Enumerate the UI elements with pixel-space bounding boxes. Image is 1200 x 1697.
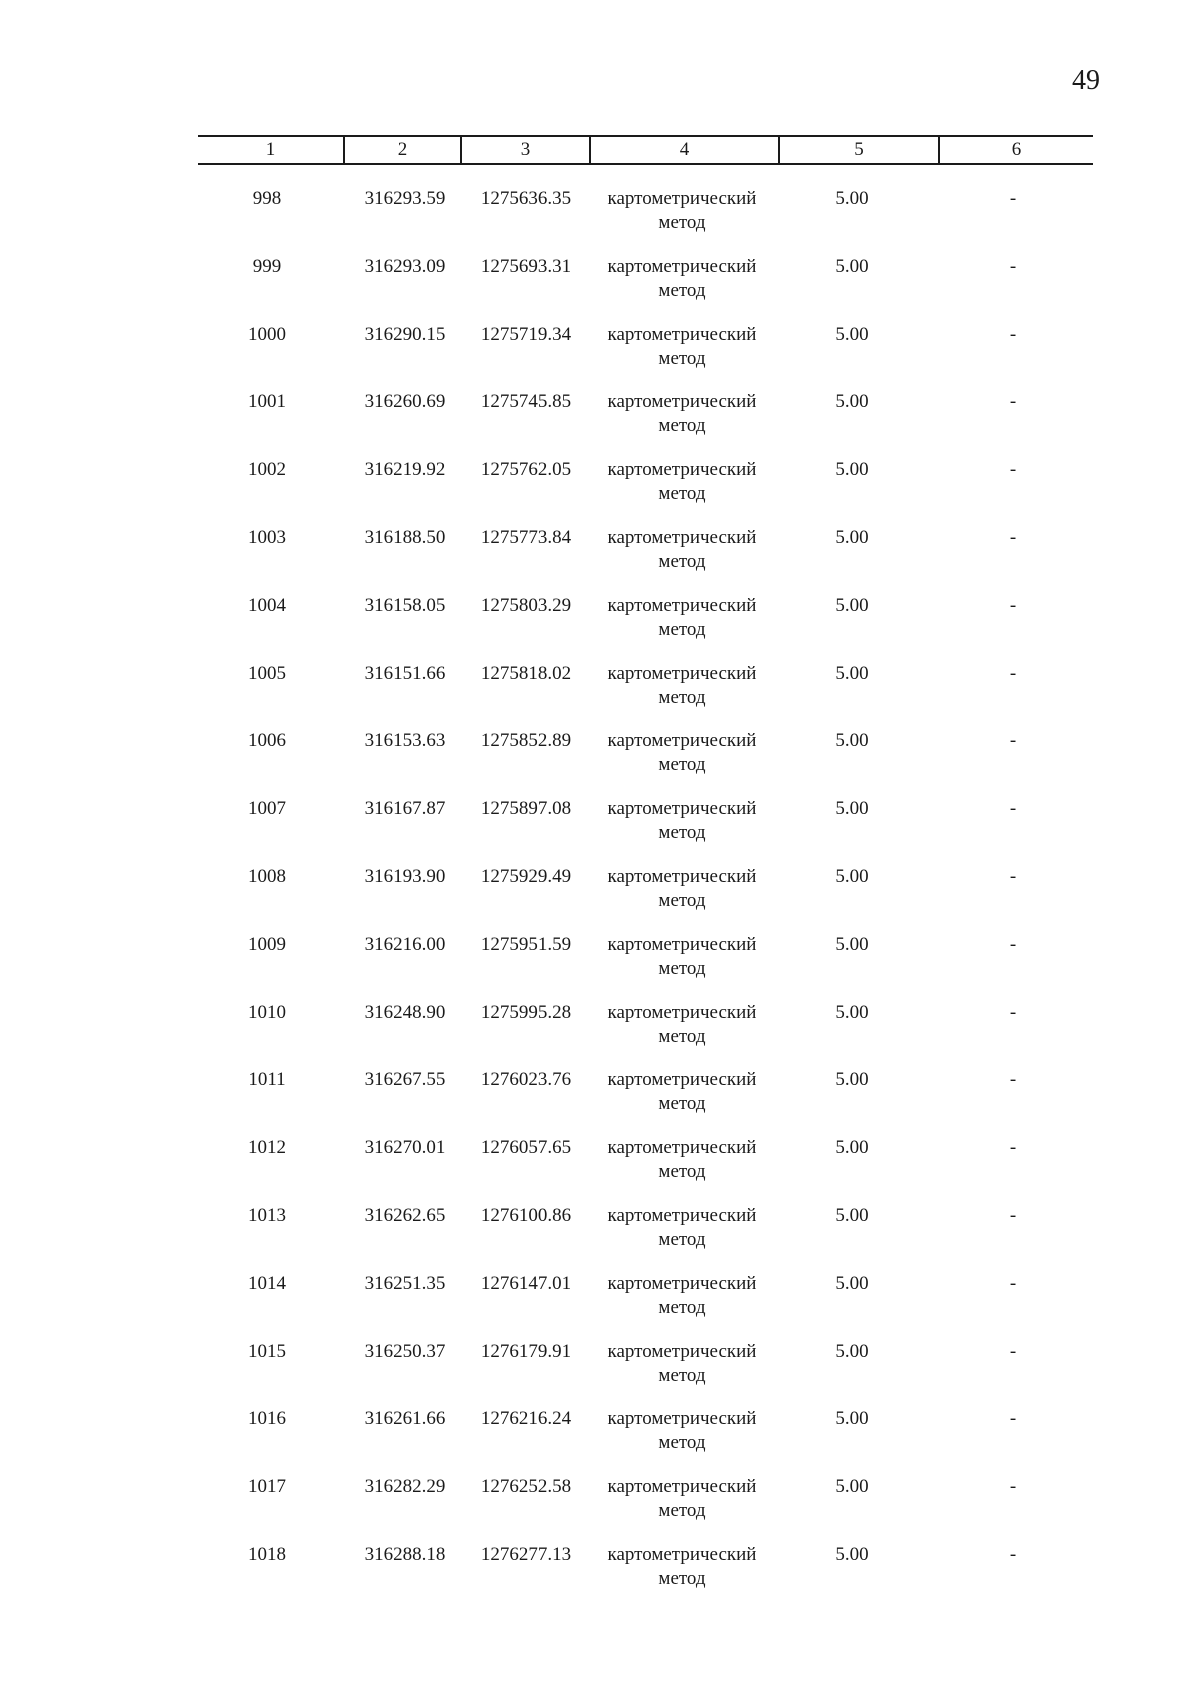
- method-line-2: метод: [658, 483, 706, 505]
- accuracy-value: 5.00: [835, 255, 869, 277]
- coordinate-x: 316270.01: [364, 1137, 446, 1159]
- method-line-2: метод: [658, 1025, 706, 1047]
- coordinate-x: 316153.63: [364, 730, 446, 752]
- method-line-1: картометрический: [607, 391, 757, 413]
- point-number: 1006: [248, 730, 286, 752]
- header-col-5: 5: [854, 139, 864, 160]
- method-cell: [594, 323, 770, 371]
- point-number: 1016: [248, 1408, 286, 1430]
- accuracy-value: 5.00: [835, 391, 869, 413]
- page-number: 49: [1072, 65, 1100, 96]
- table-row: [0, 1543, 1200, 1603]
- method-line-2: метод: [658, 279, 706, 301]
- method-line-2: метод: [658, 551, 706, 572]
- method-cell: [594, 797, 770, 845]
- coordinate-x: 316250.37: [364, 1340, 446, 1362]
- coordinate-x: 316260.69: [364, 391, 446, 413]
- method-line-2: метод: [658, 754, 706, 776]
- coordinate-y: 1275929.49: [480, 866, 572, 887]
- method-line-2: метод: [658, 1364, 706, 1386]
- method-cell: [594, 1543, 770, 1591]
- coordinate-x: 316167.87: [364, 798, 446, 820]
- table-row: [0, 323, 1200, 383]
- method-line-2: метод: [658, 347, 706, 369]
- coordinate-x: 316193.90: [364, 866, 446, 887]
- method-line-2: метод: [658, 1093, 706, 1115]
- table-row: [0, 1136, 1200, 1196]
- accuracy-value: 5.00: [835, 662, 869, 684]
- point-number: 998: [252, 188, 282, 209]
- accuracy-value: 5.00: [835, 933, 869, 955]
- point-number: 1015: [248, 1340, 286, 1362]
- method-cell: [594, 255, 770, 303]
- method-cell: [594, 1407, 770, 1455]
- accuracy-value: 5.00: [835, 1340, 869, 1362]
- note-value: -: [1009, 866, 1017, 887]
- method-line-1: картометрический: [607, 1137, 757, 1159]
- accuracy-value: 5.00: [835, 1272, 869, 1294]
- method-line-1: картометрический: [607, 1476, 757, 1498]
- method-line-2: метод: [658, 890, 706, 911]
- table-row: [0, 255, 1200, 315]
- method-line-1: картометрический: [607, 662, 757, 684]
- point-number: 1004: [248, 594, 286, 616]
- method-line-1: картометрический: [607, 594, 757, 616]
- point-number: 1012: [248, 1137, 286, 1159]
- method-line-2: метод: [658, 1432, 706, 1454]
- method-cell: [594, 1475, 770, 1523]
- accuracy-value: 5.00: [835, 1069, 869, 1091]
- method-line-1: картометрический: [607, 188, 757, 209]
- table-row: [0, 526, 1200, 586]
- point-number: 1009: [248, 933, 286, 955]
- method-cell: [594, 1068, 770, 1116]
- table-row: [0, 729, 1200, 789]
- coordinate-x: 316251.35: [364, 1272, 446, 1294]
- method-cell: [594, 865, 770, 913]
- method-line-1: картометрический: [607, 866, 757, 887]
- method-line-1: картометрический: [607, 323, 757, 345]
- header-col-6: 6: [1011, 139, 1022, 160]
- point-number: 1005: [248, 662, 286, 684]
- accuracy-value: 5.00: [835, 1544, 869, 1565]
- accuracy-value: 5.00: [835, 1476, 869, 1498]
- method-line-1: картометрический: [607, 255, 757, 277]
- method-cell: [594, 1340, 770, 1388]
- point-number: 1017: [248, 1476, 286, 1498]
- coordinate-y: 1276277.13: [480, 1544, 572, 1565]
- note-value: -: [1009, 459, 1017, 481]
- method-line-2: метод: [658, 212, 706, 233]
- accuracy-value: 5.00: [835, 866, 869, 887]
- note-value: -: [1009, 798, 1017, 820]
- coordinate-y: 1275719.34: [480, 323, 572, 345]
- method-line-1: картометрический: [607, 1408, 757, 1430]
- note-value: -: [1009, 1544, 1017, 1565]
- method-cell: [594, 662, 770, 710]
- coordinate-x: 316248.90: [364, 1001, 446, 1023]
- note-value: -: [1009, 933, 1017, 955]
- coordinate-y: 1275852.89: [480, 730, 572, 752]
- table-row: [0, 1068, 1200, 1128]
- method-line-1: картометрический: [607, 1544, 757, 1565]
- note-value: -: [1009, 1205, 1017, 1226]
- coordinate-x: 316282.29: [364, 1476, 446, 1498]
- method-line-1: картометрический: [607, 933, 757, 955]
- accuracy-value: 5.00: [835, 798, 869, 820]
- coordinate-x: 316261.66: [364, 1408, 446, 1430]
- coordinate-x: 316290.15: [364, 323, 446, 345]
- coordinate-y: 1276147.01: [480, 1272, 572, 1294]
- accuracy-value: 5.00: [835, 1137, 869, 1159]
- coordinate-y: 1276023.76: [480, 1069, 572, 1091]
- table-row: [0, 1475, 1200, 1535]
- note-value: -: [1009, 1069, 1017, 1091]
- point-number: 1007: [248, 798, 286, 820]
- coordinate-y: 1275745.85: [480, 391, 572, 413]
- accuracy-value: 5.00: [835, 730, 869, 752]
- coordinate-x: 316262.65: [364, 1205, 446, 1226]
- point-number: 999: [252, 255, 282, 277]
- method-line-1: картометрический: [607, 1205, 757, 1226]
- coordinate-y: 1275951.59: [480, 933, 572, 955]
- method-line-1: картометрический: [607, 1001, 757, 1023]
- method-line-2: метод: [658, 686, 706, 708]
- point-number: 1001: [248, 391, 286, 413]
- coordinate-y: 1275803.29: [480, 594, 572, 616]
- table-row: [0, 662, 1200, 722]
- coordinate-y: 1276252.58: [480, 1476, 572, 1498]
- table-row: [0, 933, 1200, 993]
- note-value: -: [1009, 188, 1017, 209]
- note-value: -: [1009, 1476, 1017, 1498]
- coordinate-x: 316216.00: [364, 933, 446, 955]
- method-cell: [594, 933, 770, 981]
- method-line-2: метод: [658, 618, 706, 640]
- method-line-1: картометрический: [607, 1069, 757, 1091]
- method-line-1: картометрический: [607, 1340, 757, 1362]
- note-value: -: [1009, 730, 1017, 752]
- method-cell: [594, 1136, 770, 1184]
- point-number: 1003: [248, 527, 286, 548]
- method-cell: [594, 1001, 770, 1049]
- accuracy-value: 5.00: [835, 1205, 869, 1226]
- note-value: -: [1009, 1272, 1017, 1294]
- note-value: -: [1009, 527, 1017, 548]
- method-cell: [594, 594, 770, 642]
- coordinate-y: 1276216.24: [480, 1408, 572, 1430]
- note-value: -: [1009, 1137, 1017, 1159]
- method-line-2: метод: [658, 822, 706, 844]
- coordinate-x: 316188.50: [364, 527, 446, 548]
- method-line-2: метод: [658, 1161, 706, 1183]
- coordinate-y: 1275693.31: [480, 255, 572, 277]
- method-line-1: картометрический: [607, 527, 757, 548]
- table-row: [0, 865, 1200, 925]
- table-row: [0, 1204, 1200, 1264]
- header-col-2: 2: [397, 139, 408, 160]
- header-col-1: 1: [265, 139, 276, 160]
- coordinate-x: 316151.66: [364, 662, 446, 684]
- method-line-2: метод: [658, 1568, 706, 1589]
- accuracy-value: 5.00: [835, 188, 869, 209]
- point-number: 1010: [248, 1001, 286, 1023]
- table-row: [0, 1340, 1200, 1400]
- coordinate-y: 1275995.28: [480, 1001, 572, 1023]
- method-line-1: картометрический: [607, 1272, 757, 1294]
- accuracy-value: 5.00: [835, 459, 869, 481]
- coordinate-y: 1275818.02: [480, 662, 572, 684]
- header-col-4: 4: [679, 139, 690, 160]
- coordinate-x: 316219.92: [364, 459, 446, 481]
- method-line-2: метод: [658, 1500, 706, 1522]
- point-number: 1002: [248, 459, 286, 481]
- method-line-2: метод: [658, 415, 706, 437]
- coordinate-y: 1275762.05: [480, 459, 572, 481]
- method-line-2: метод: [658, 1296, 706, 1318]
- method-line-1: картометрический: [607, 459, 757, 481]
- coordinate-y: 1276179.91: [480, 1340, 572, 1362]
- table-row: [0, 594, 1200, 654]
- point-number: 1011: [248, 1069, 286, 1091]
- table-row: [0, 1272, 1200, 1332]
- accuracy-value: 5.00: [835, 594, 869, 616]
- accuracy-value: 5.00: [835, 1408, 869, 1430]
- method-line-2: метод: [658, 1229, 706, 1250]
- point-number: 1000: [248, 323, 286, 345]
- table-row: [0, 458, 1200, 518]
- coordinate-y: 1276057.65: [480, 1137, 572, 1159]
- method-cell: [594, 1272, 770, 1320]
- note-value: -: [1009, 391, 1017, 413]
- method-cell: [594, 390, 770, 438]
- point-number: 1018: [248, 1544, 286, 1565]
- point-number: 1014: [248, 1272, 286, 1294]
- note-value: -: [1009, 255, 1017, 277]
- coordinate-y: 1275636.35: [480, 188, 572, 209]
- note-value: -: [1009, 662, 1017, 684]
- coordinate-y: 1276100.86: [480, 1205, 572, 1226]
- note-value: -: [1009, 323, 1017, 345]
- note-value: -: [1009, 1001, 1017, 1023]
- method-cell: [594, 458, 770, 506]
- coordinate-x: 316293.09: [364, 255, 446, 277]
- accuracy-value: 5.00: [835, 323, 869, 345]
- table-row: [0, 1001, 1200, 1061]
- point-number: 1013: [248, 1205, 286, 1226]
- method-line-2: метод: [658, 957, 706, 979]
- header-col-3: 3: [520, 139, 531, 160]
- coordinate-x: 316267.55: [364, 1069, 446, 1091]
- method-cell: [594, 526, 770, 574]
- note-value: -: [1009, 1408, 1017, 1430]
- point-number: 1008: [248, 866, 286, 887]
- coordinate-x: 316293.59: [364, 188, 446, 209]
- coordinate-x: 316158.05: [364, 594, 446, 616]
- accuracy-value: 5.00: [835, 527, 869, 548]
- method-cell: [594, 729, 770, 777]
- note-value: -: [1009, 594, 1017, 616]
- coordinate-x: 316288.18: [364, 1544, 446, 1565]
- accuracy-value: 5.00: [835, 1001, 869, 1023]
- coordinate-y: 1275897.08: [480, 798, 572, 820]
- table-row: [0, 187, 1200, 247]
- method-cell: [594, 1204, 770, 1252]
- table-row: [0, 797, 1200, 857]
- table-row: [0, 1407, 1200, 1467]
- table-row: [0, 390, 1200, 450]
- method-cell: [594, 187, 770, 235]
- coordinate-y: 1275773.84: [480, 527, 572, 548]
- note-value: -: [1009, 1340, 1017, 1362]
- method-line-1: картометрический: [607, 730, 757, 752]
- method-line-1: картометрический: [607, 798, 757, 820]
- table-header: [198, 135, 1093, 165]
